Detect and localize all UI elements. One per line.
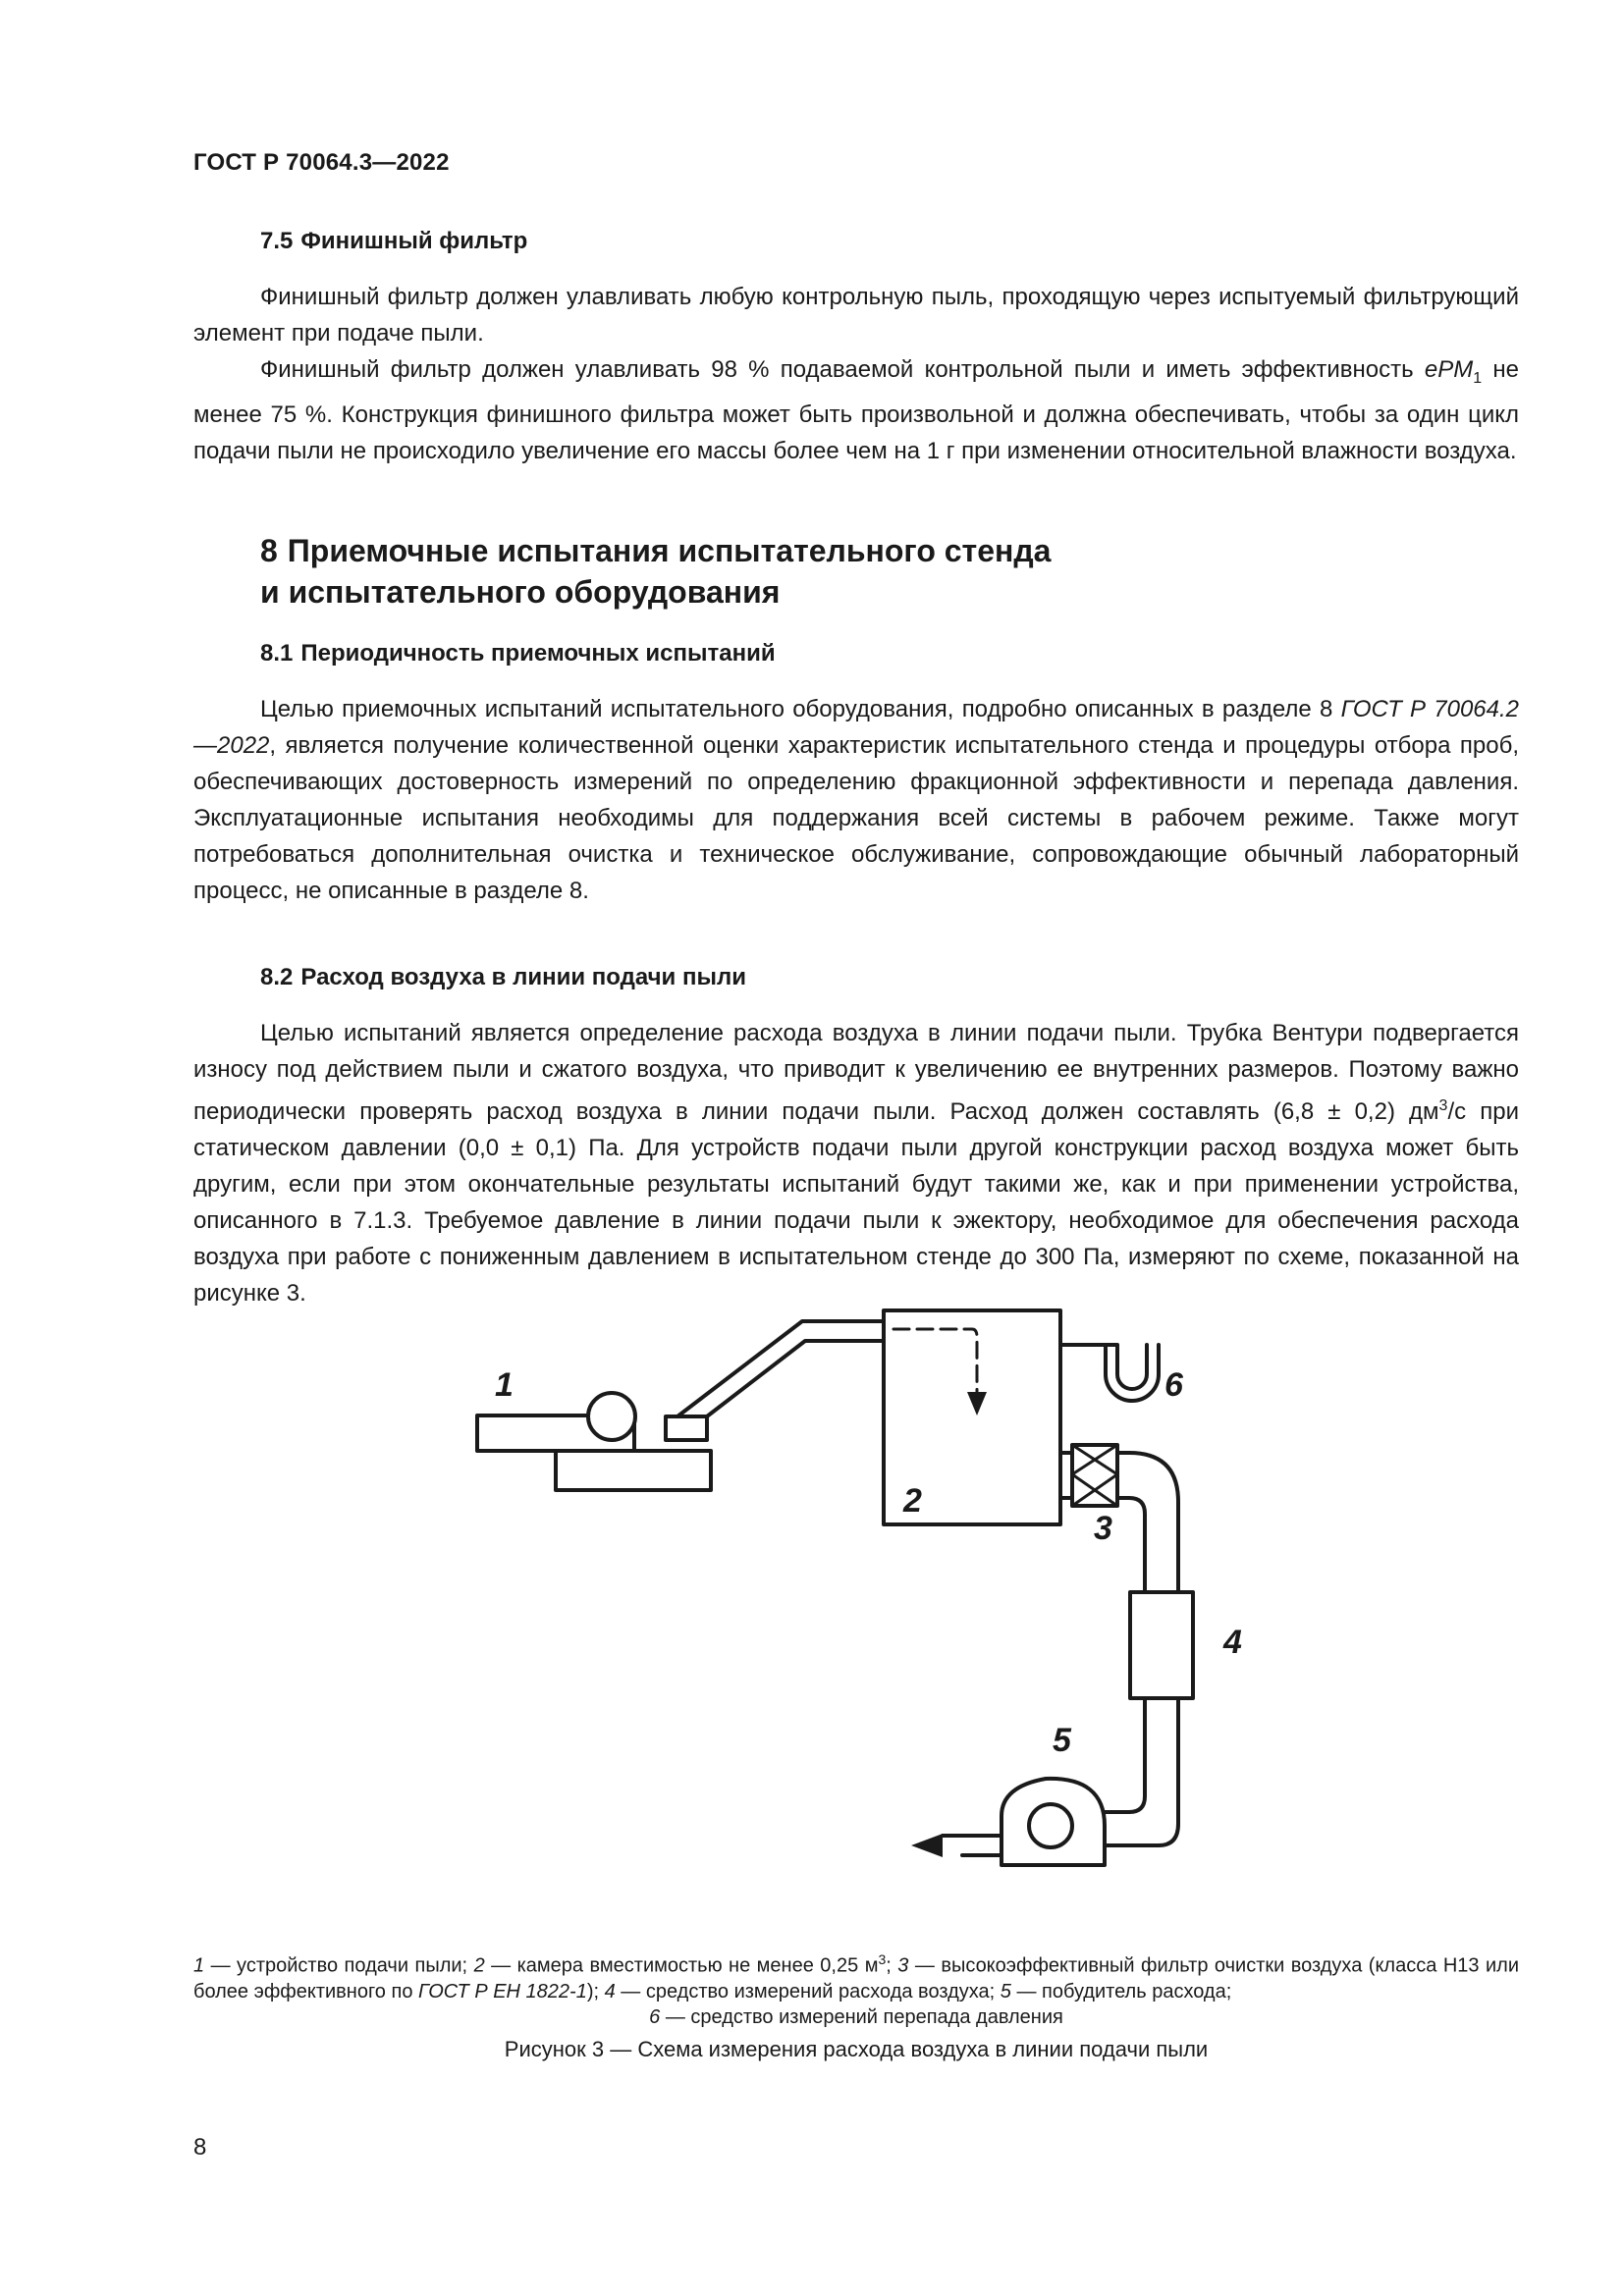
- document-header: ГОСТ Р 70064.3—2022: [193, 149, 450, 176]
- text-run: Целью испытаний является определение расхода воздуха в линии подачи пыли. Трубка Вентури подвергается износу под действием пыли и сжатого воздуха, что приводит к увеличению ее внутренних размеров. Поэтому важно периодически проверять расход воздуха в линии подачи пыли. Расход должен составлять (6,8 ± 0,2) дм: [193, 1020, 1519, 1125]
- legend-number: 5: [1000, 1980, 1011, 2002]
- hepa-filter: [1072, 1445, 1117, 1506]
- pipe-inner: [1117, 1498, 1145, 1592]
- flow-meter: [1130, 1592, 1193, 1698]
- legend-number: 1: [193, 1954, 205, 1977]
- legend-text: );: [586, 1980, 605, 2002]
- arrow-left-icon: [911, 1834, 943, 1857]
- epm-symbol: ePM: [1424, 356, 1474, 383]
- section-7-5: [193, 228, 1519, 469]
- label-2: 2: [903, 1482, 922, 1520]
- text-run: , является получение количественной оценки характеристик испытательного стенда и процедуры отбора проб, обеспечивающих достоверность измерений по определению фракционной эффективности и перепада давления. Эксплуатационные испытания необходимы для поддержания всей системы в рабочем режиме. Также могут потребоваться дополнительная очистка и техническое обслуживание, сопровождающие обычный лабораторный процесс, не описанные в разделе 8.: [193, 732, 1519, 904]
- feeder-wheel: [588, 1393, 635, 1440]
- legend-text: — средство измерений перепада давления: [660, 2005, 1063, 2028]
- section-8-2-heading: [193, 964, 1519, 991]
- legend-text: — устройство подачи пыли;: [204, 1954, 474, 1977]
- legend-text: — высокоэффективный фильтр очистки воздуха (класса Н13 или более эффективного по: [193, 1954, 1519, 2002]
- paragraph: Финишный фильтр должен улавливать любую контрольную пыль, проходящую через испытуемый фильтрующий элемент при подаче пыли.: [193, 284, 1519, 347]
- pipe-inner-lower: [1105, 1698, 1145, 1812]
- text-run: не менее 75 %. Конструкция финишного фильтра может быть произвольной и должна обеспечивать, чтобы за один цикл подачи пыли не происходило увеличение его массы более чем на 1 г при изменении относительной влажности воздуха.: [193, 356, 1519, 464]
- text-run: /с при статическом давлении (0,0 ± 0,1) Па. Для устройств подачи пыли другой конструкции расход воздуха может быть другим, если при этом окончательные результаты испытаний будут такими же, как и при применении устройства, описанного в 7.1.3. Требуемое давление в линии подачи пыли к эжектору, необходимое для обеспечения расхода воздуха при работе с пониженным давлением в испытательном стенде до 300 Па, измеряют по схеме, показанной на рисунке 3.: [193, 1098, 1519, 1307]
- pipe-outer: [1117, 1453, 1178, 1592]
- section-8-1: [193, 640, 1519, 909]
- section-title: Финишный фильтр: [300, 228, 528, 254]
- legend-number: 2: [473, 1954, 485, 1977]
- legend-last-line: [193, 2004, 1519, 2030]
- feed-line-lower: [707, 1341, 884, 1416]
- airflow-diagram: [452, 1306, 1257, 1934]
- legend-number: 3: [897, 1954, 909, 1977]
- section-number: 7.5: [260, 228, 294, 254]
- feeder-base: [556, 1451, 711, 1490]
- legend-number: 4: [604, 1980, 616, 2002]
- legend-text: — побудитель расхода;: [1010, 1980, 1232, 2002]
- fan-housing: [1001, 1779, 1105, 1865]
- legend-number: 6: [649, 2005, 661, 2028]
- figure-legend: [193, 1947, 1519, 2030]
- text-run: Целью приемочных испытаний испытательного оборудования, подробно описанных в разделе 8: [260, 696, 1341, 722]
- label-5: 5: [1053, 1722, 1071, 1759]
- subscript: 1: [1473, 369, 1483, 387]
- paragraph: [193, 351, 1519, 469]
- section-number: 8: [260, 533, 278, 568]
- text-run: Финишный фильтр должен улавливать 98 % подаваемой контрольной пыли и иметь эффективность: [260, 356, 1425, 383]
- label-3: 3: [1094, 1510, 1112, 1547]
- label-6: 6: [1164, 1366, 1183, 1404]
- section-title: Приемочные испытания испытательного стенда: [287, 533, 1052, 568]
- figure-3: [452, 1306, 1257, 1934]
- paragraph: [193, 1015, 1519, 1311]
- section-8-1-heading: [193, 640, 1519, 667]
- section-7-5-heading: [193, 228, 1519, 255]
- page-number: 8: [193, 2134, 207, 2161]
- ejector-nozzle: [666, 1416, 707, 1440]
- legend-text: — средство измерений расхода воздуха;: [615, 1980, 1001, 2002]
- figure-caption: Рисунок 3 — Схема измерения расхода воздуха в линии подачи пыли: [504, 2037, 1209, 2061]
- section-title: Расход воздуха в линии подачи пыли: [300, 964, 746, 990]
- legend-text: — камера вместимостью не менее 0,25 м: [484, 1954, 879, 1977]
- section-8-heading: [260, 530, 1340, 613]
- superscript: 3: [1438, 1097, 1448, 1114]
- label-1: 1: [495, 1366, 514, 1404]
- feed-line-upper: [677, 1321, 884, 1416]
- label-4: 4: [1223, 1624, 1242, 1661]
- section-number: 8.1: [260, 640, 294, 667]
- section-title: Периодичность приемочных испытаний: [300, 640, 776, 667]
- superscript: 3: [878, 1951, 887, 1967]
- section-8-2: [193, 964, 1519, 1311]
- section-number: 8.2: [260, 964, 294, 990]
- pipe-outer-lower: [1105, 1698, 1178, 1845]
- section-title-line2: и испытательного оборудования: [260, 574, 781, 610]
- manometer-tube-outer: [1106, 1345, 1159, 1401]
- paragraph: [193, 691, 1519, 909]
- standard-reference: ГОСТ Р ЕН 1822-1: [418, 1980, 587, 2002]
- standard-reference: ГОСТ Р 70064.2—2022: [193, 696, 1520, 759]
- legend-text: ;: [886, 1954, 898, 1977]
